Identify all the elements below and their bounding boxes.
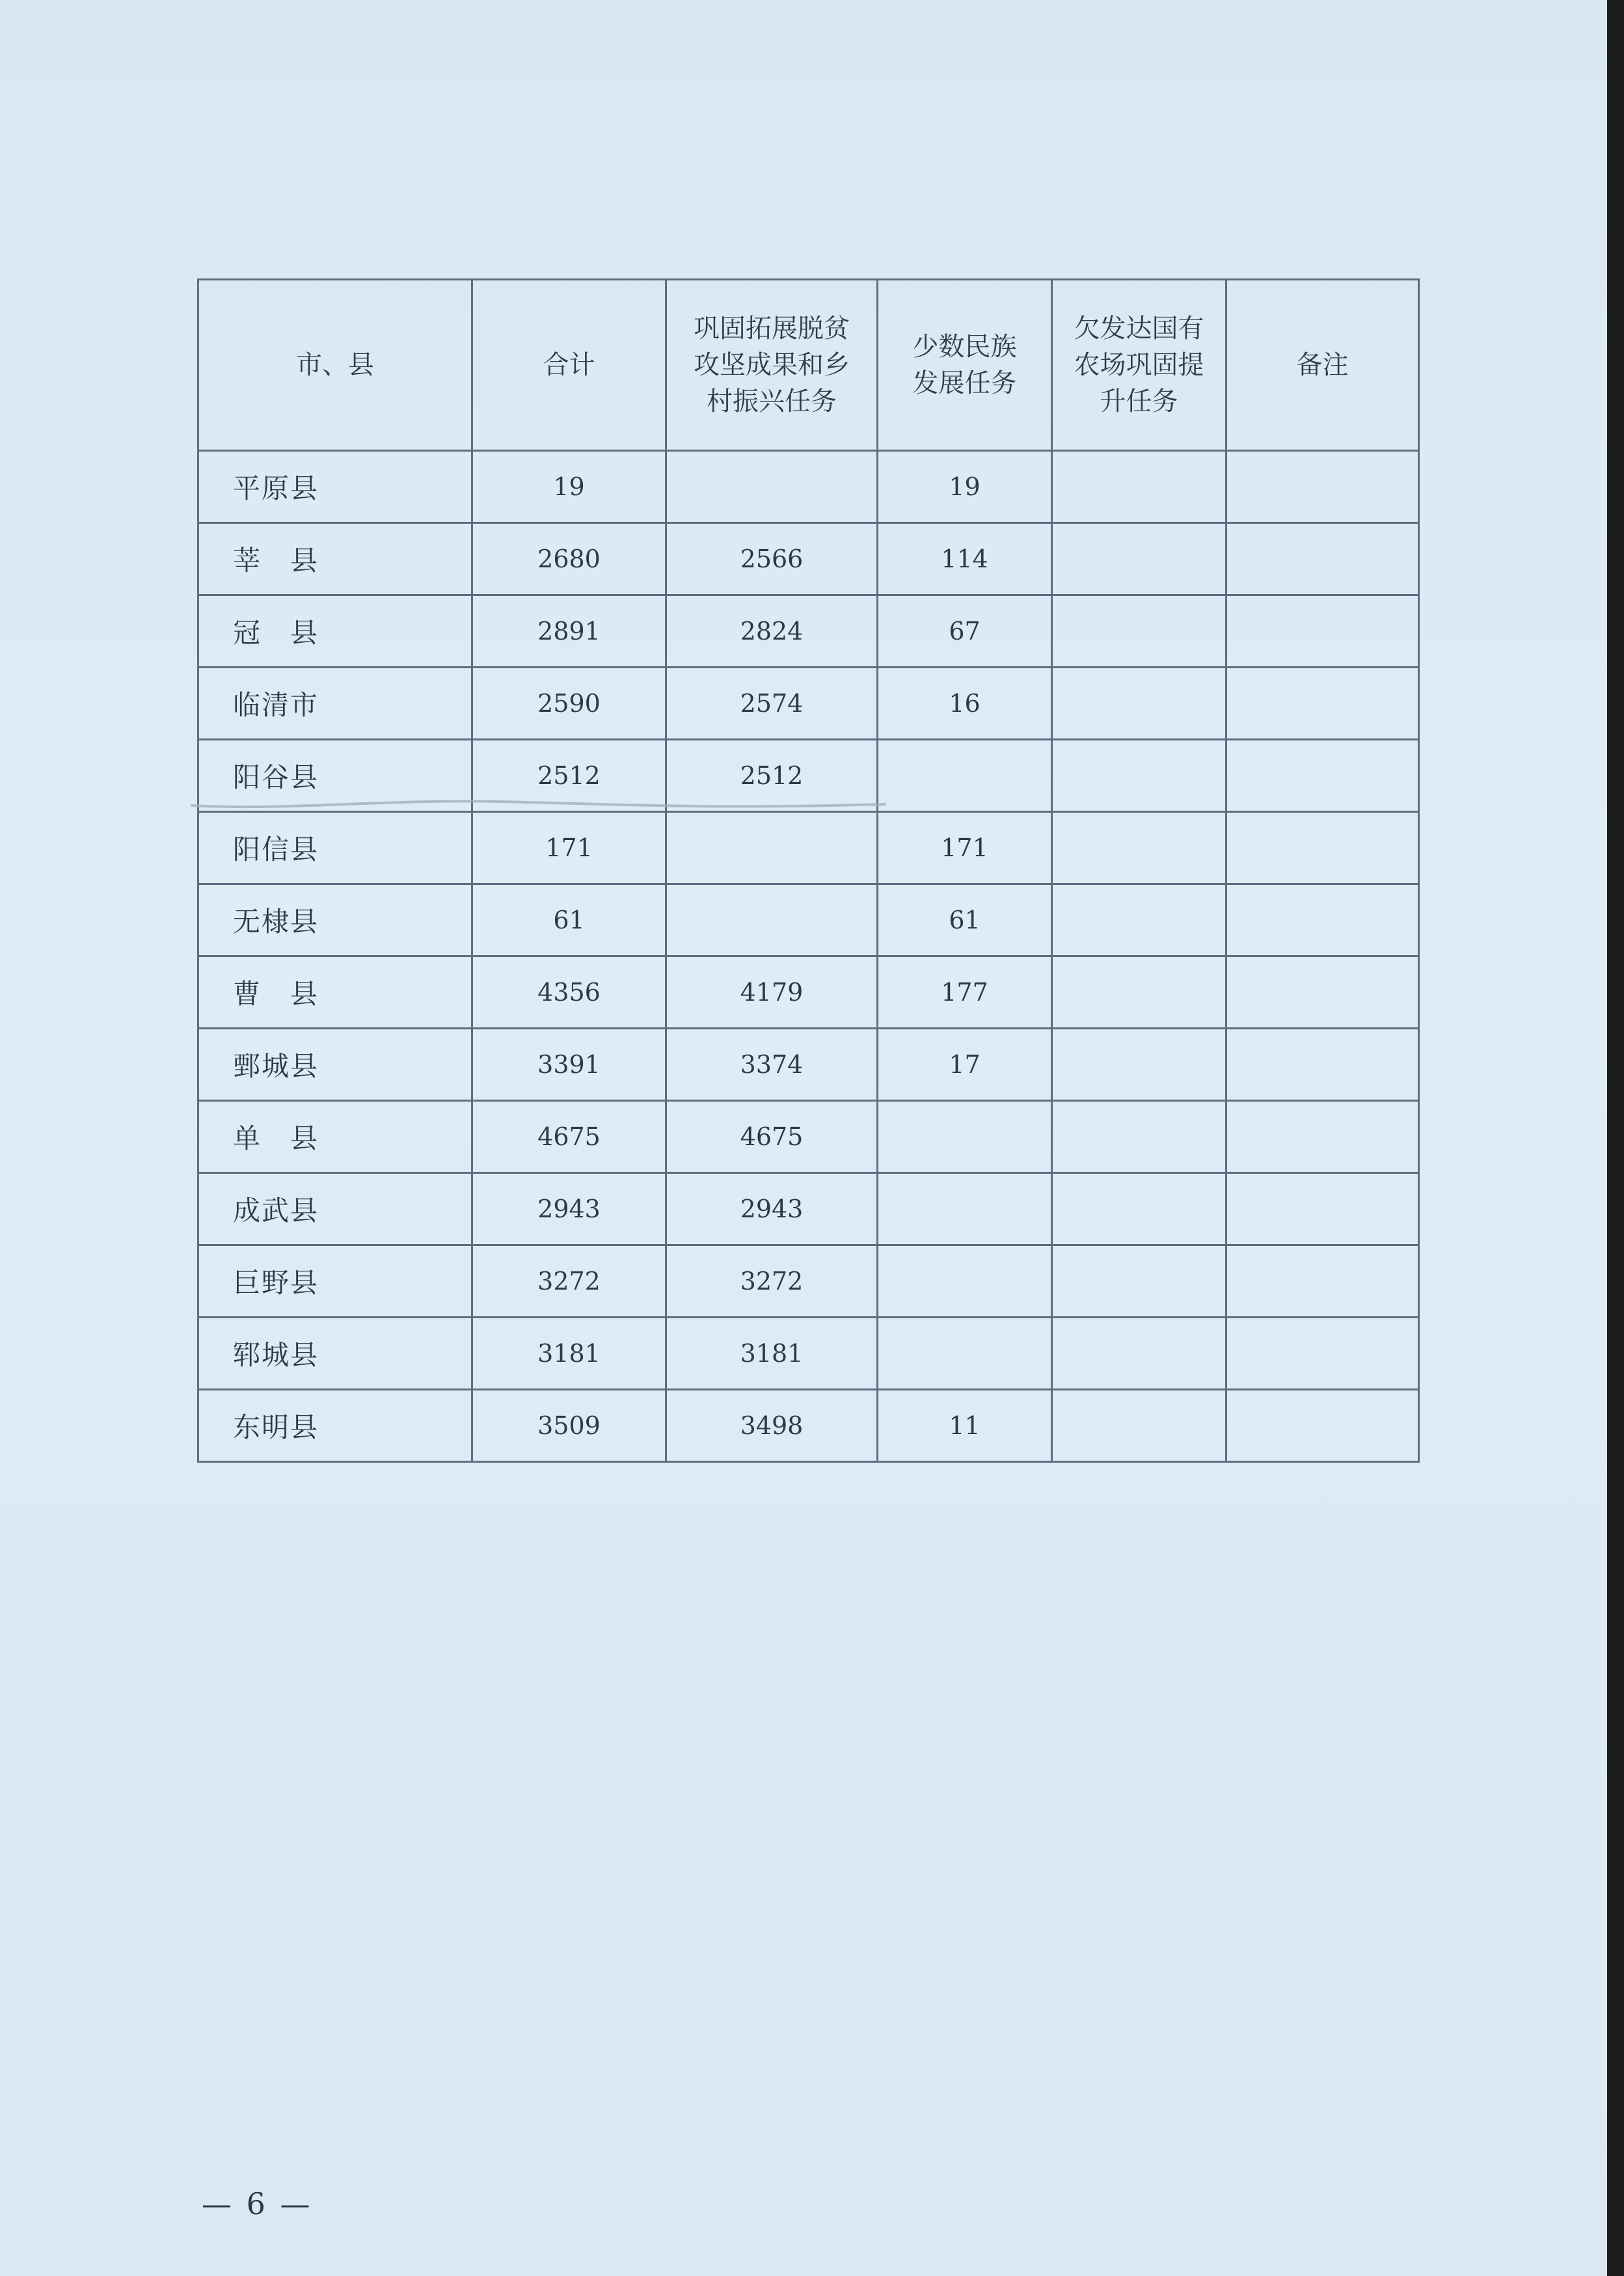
cell-name: 鄄城县 xyxy=(198,1029,472,1101)
cell-name: 巨野县 xyxy=(198,1245,472,1318)
cell-name: 莘 县 xyxy=(198,523,472,595)
cell-farm xyxy=(1052,884,1226,956)
cell-farm xyxy=(1052,595,1226,668)
cell-farm xyxy=(1052,1245,1226,1318)
cell-ethnic xyxy=(878,1173,1052,1245)
cell-name: 曹 县 xyxy=(198,956,472,1029)
table-row xyxy=(198,1173,1419,1245)
cell-name: 冠 县 xyxy=(198,595,472,668)
cell-note xyxy=(1226,812,1419,884)
cell-note xyxy=(1226,1245,1419,1318)
cell-name: 阳谷县 xyxy=(198,740,472,812)
cell-total: 2943 xyxy=(472,1173,666,1245)
header-remarks: 备注 xyxy=(1226,280,1419,451)
cell-ethnic: 114 xyxy=(878,523,1052,595)
cell-note xyxy=(1226,1318,1419,1390)
cell-ethnic: 19 xyxy=(878,451,1052,523)
table-row xyxy=(198,523,1419,595)
cell-total: 2680 xyxy=(472,523,666,595)
cell-farm xyxy=(1052,668,1226,740)
allocation-table xyxy=(197,278,1420,1463)
cell-note xyxy=(1226,1173,1419,1245)
cell-farm xyxy=(1052,812,1226,884)
cell-name: 成武县 xyxy=(198,1173,472,1245)
table-row xyxy=(198,1245,1419,1318)
cell-farm xyxy=(1052,451,1226,523)
cell-farm xyxy=(1052,956,1226,1029)
cell-ethnic: 67 xyxy=(878,595,1052,668)
cell-total: 171 xyxy=(472,812,666,884)
cell-ethnic: 171 xyxy=(878,812,1052,884)
cell-note xyxy=(1226,956,1419,1029)
cell-rural: 3272 xyxy=(666,1245,878,1318)
scan-edge xyxy=(1607,0,1624,2276)
table-row xyxy=(198,1318,1419,1390)
cell-note xyxy=(1226,595,1419,668)
cell-ethnic xyxy=(878,740,1052,812)
cell-total: 2891 xyxy=(472,595,666,668)
cell-farm xyxy=(1052,1101,1226,1173)
cell-total: 4356 xyxy=(472,956,666,1029)
cell-note xyxy=(1226,1390,1419,1462)
cell-name: 单 县 xyxy=(198,1101,472,1173)
cell-total: 4675 xyxy=(472,1101,666,1173)
cell-rural xyxy=(666,884,878,956)
cell-ethnic: 11 xyxy=(878,1390,1052,1462)
cell-ethnic: 16 xyxy=(878,668,1052,740)
table-row xyxy=(198,812,1419,884)
cell-total: 19 xyxy=(472,451,666,523)
cell-farm xyxy=(1052,1318,1226,1390)
cell-note xyxy=(1226,668,1419,740)
cell-farm xyxy=(1052,1390,1226,1462)
cell-name: 临清市 xyxy=(198,668,472,740)
cell-farm xyxy=(1052,523,1226,595)
table-row xyxy=(198,1101,1419,1173)
table-row xyxy=(198,956,1419,1029)
header-state-farm: 欠发达国有 农场巩固提 升任务 xyxy=(1052,280,1226,451)
table-row xyxy=(198,668,1419,740)
cell-total: 3509 xyxy=(472,1390,666,1462)
header-city-county: 市、县 xyxy=(198,280,472,451)
cell-farm xyxy=(1052,740,1226,812)
cell-rural: 2566 xyxy=(666,523,878,595)
cell-rural: 3374 xyxy=(666,1029,878,1101)
cell-rural: 3181 xyxy=(666,1318,878,1390)
cell-ethnic xyxy=(878,1101,1052,1173)
table-row xyxy=(198,451,1419,523)
cell-ethnic xyxy=(878,1245,1052,1318)
table-row xyxy=(198,884,1419,956)
cell-name: 无棣县 xyxy=(198,884,472,956)
page-number: — 6 — xyxy=(202,2186,313,2221)
cell-total: 3272 xyxy=(472,1245,666,1318)
cell-note xyxy=(1226,451,1419,523)
cell-rural: 2824 xyxy=(666,595,878,668)
header-ethnic-development: 少数民族 发展任务 xyxy=(878,280,1052,451)
cell-total: 3181 xyxy=(472,1318,666,1390)
cell-farm xyxy=(1052,1173,1226,1245)
cell-note xyxy=(1226,740,1419,812)
cell-note xyxy=(1226,884,1419,956)
table-row xyxy=(198,595,1419,668)
cell-rural: 2574 xyxy=(666,668,878,740)
cell-name: 平原县 xyxy=(198,451,472,523)
cell-rural: 2512 xyxy=(666,740,878,812)
cell-rural xyxy=(666,451,878,523)
header-total: 合计 xyxy=(472,280,666,451)
cell-rural xyxy=(666,812,878,884)
pen-mark xyxy=(189,793,891,819)
cell-rural: 2943 xyxy=(666,1173,878,1245)
header-rural-revitalization: 巩固拓展脱贫 攻坚成果和乡 村振兴任务 xyxy=(666,280,878,451)
cell-note xyxy=(1226,1029,1419,1101)
table-row xyxy=(198,1390,1419,1462)
cell-total: 2590 xyxy=(472,668,666,740)
cell-note xyxy=(1226,523,1419,595)
cell-total: 3391 xyxy=(472,1029,666,1101)
cell-rural: 3498 xyxy=(666,1390,878,1462)
table-header-row xyxy=(198,280,1419,451)
cell-ethnic xyxy=(878,1318,1052,1390)
cell-total: 2512 xyxy=(472,740,666,812)
cell-name: 东明县 xyxy=(198,1390,472,1462)
cell-ethnic: 17 xyxy=(878,1029,1052,1101)
cell-ethnic: 61 xyxy=(878,884,1052,956)
cell-farm xyxy=(1052,1029,1226,1101)
cell-total: 61 xyxy=(472,884,666,956)
cell-note xyxy=(1226,1101,1419,1173)
cell-rural: 4179 xyxy=(666,956,878,1029)
cell-rural: 4675 xyxy=(666,1101,878,1173)
cell-name: 郓城县 xyxy=(198,1318,472,1390)
table-row xyxy=(198,1029,1419,1101)
cell-ethnic: 177 xyxy=(878,956,1052,1029)
cell-name: 阳信县 xyxy=(198,812,472,884)
